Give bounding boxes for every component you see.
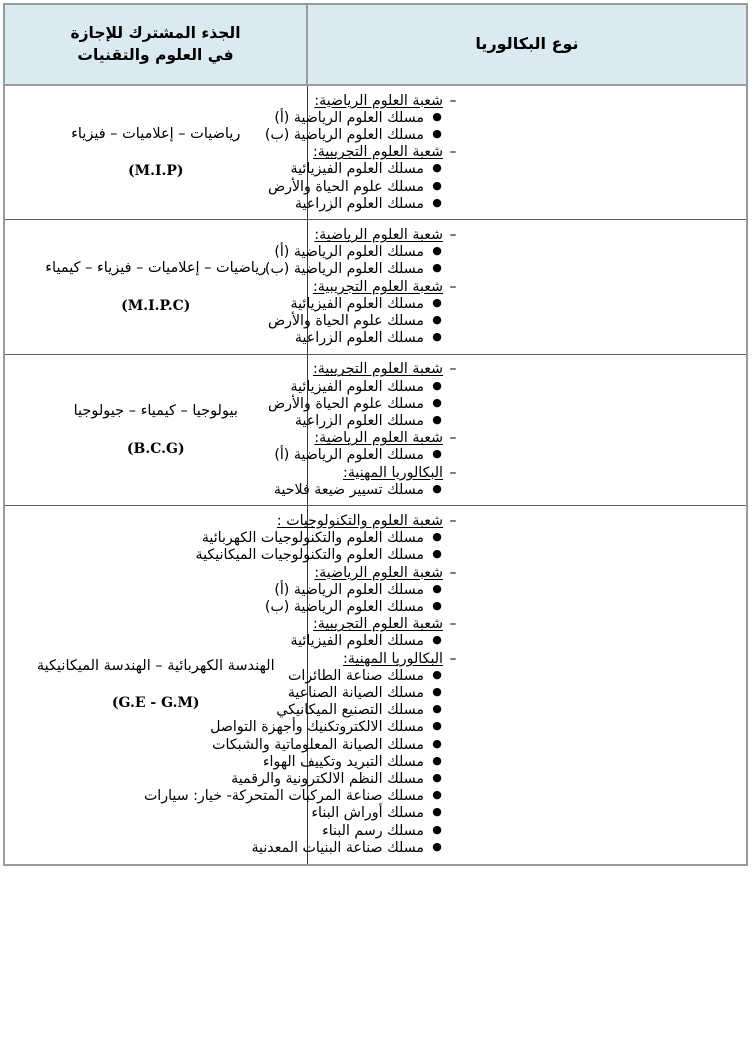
list-item-label: مسلك العلوم الرياضية (أ): [274, 447, 424, 464]
bullet-icon: ●: [432, 719, 442, 733]
list-item-label: مسلك علوم الحياة والأرض: [267, 395, 424, 412]
table-header-row: [4, 4, 747, 85]
bullet-icon: ●: [432, 822, 442, 836]
bac-group-label: شعبة العلوم التجريبية:: [313, 278, 443, 295]
list-item: [308, 805, 445, 822]
list-item-label: مسلك العلوم الفيزيائية: [290, 295, 424, 312]
bac-group-heading: [308, 92, 462, 109]
table-row: [4, 506, 747, 865]
list-item-label: مسلك رسم البناء: [322, 822, 424, 839]
bullet-icon: ●: [432, 788, 442, 802]
list-item-label: مسلك علوم الحياة والأرض: [267, 312, 424, 329]
column-header-tronc-commun: [4, 4, 307, 85]
bullet-icon: ●: [432, 395, 442, 409]
bac-group-heading: [308, 144, 462, 161]
table-body: [4, 85, 747, 865]
cell-tronc-commun: [4, 220, 307, 354]
list-item: [267, 178, 445, 195]
list-item: [264, 598, 445, 615]
bullet-icon: ●: [432, 261, 442, 275]
list-item: [287, 685, 445, 702]
list-item-label: مسلك العلوم الرياضية (أ): [274, 244, 424, 261]
table-row: [4, 85, 747, 220]
bac-group-label: البكالوريا المهنية:: [343, 650, 443, 667]
list-item: [210, 719, 445, 736]
dash-marker-icon: –: [449, 616, 457, 633]
bullet-icon: ●: [432, 109, 442, 123]
dash-marker-icon: –: [449, 92, 457, 109]
tronc-commun-abbreviation: (M.I.P.C): [121, 297, 191, 314]
bac-group: [273, 464, 747, 498]
tronc-commun-block: [5, 649, 307, 721]
list-item: [274, 244, 445, 261]
bac-group-heading: [308, 616, 462, 633]
cell-bac-type: [264, 220, 747, 354]
bac-type-list: [264, 220, 747, 353]
dash-marker-icon: –: [449, 564, 457, 581]
list-item: [231, 771, 445, 788]
dash-marker-icon: –: [449, 361, 457, 378]
list-item: [262, 753, 445, 770]
bullet-icon: ●: [432, 330, 442, 344]
bullet-icon: ●: [432, 771, 442, 785]
list-item-label: مسلك أوراش البناء: [311, 805, 424, 822]
tronc-commun-abbreviation: (B.C.G): [126, 440, 185, 457]
list-item-label: مسلك العلوم الرياضية (أ): [274, 581, 424, 598]
bac-group-label: شعبة العلوم الرياضية:: [314, 92, 443, 109]
list-item: [294, 195, 445, 212]
table-header: [4, 4, 747, 85]
tronc-commun-title: الهندسة الكهربائية – الهندسة الميكانيكية: [36, 657, 275, 674]
bac-group-heading: [308, 430, 462, 447]
dash-marker-icon: –: [449, 430, 457, 447]
bullet-icon: ●: [432, 161, 442, 175]
list-item-label: مسلك العلوم الزراعية: [294, 412, 424, 429]
bullet-icon: ●: [432, 581, 442, 595]
list-item: [264, 126, 445, 143]
bullet-icon: ●: [432, 547, 442, 561]
bac-group-heading: [308, 564, 462, 581]
bac-group-heading: [308, 361, 462, 378]
bullet-icon: ●: [432, 736, 442, 750]
bac-group-heading: [308, 464, 462, 481]
bac-group: [195, 512, 747, 564]
bac-group-label: شعبة العلوم الرياضية:: [314, 564, 443, 581]
bullet-icon: ●: [432, 126, 442, 140]
list-item: [308, 822, 445, 839]
bac-group: [264, 92, 747, 144]
list-item: [294, 330, 445, 347]
bullet-icon: ●: [432, 667, 442, 681]
tronc-header-line-1: الجذء المشترك للإجازة: [70, 24, 241, 43]
list-item: [267, 395, 445, 412]
list-item-label: مسلك العلوم الفيزيائية: [290, 378, 424, 395]
bullet-icon: ●: [432, 805, 442, 819]
bullet-icon: ●: [432, 839, 442, 853]
list-item: [288, 667, 445, 684]
dash-marker-icon: –: [449, 226, 457, 243]
bac-group-label: شعبة العلوم التجريبية:: [313, 361, 443, 378]
list-item-label: مسلك العلوم والتكنولوجيات الكهربائية: [201, 530, 424, 547]
list-item-label: مسلك النظم الالكترونية والرقمية: [231, 771, 424, 788]
baccalaureate-orientation-table: [3, 3, 748, 866]
dash-marker-icon: –: [449, 512, 457, 529]
cell-bac-type: [264, 85, 747, 220]
bac-group-label: شعبة العلوم الرياضية:: [314, 430, 443, 447]
list-item-label: مسلك الصيانة المعلوماتية والشبكات: [212, 736, 424, 753]
list-item-label: مسلك علوم الحياة والأرض: [267, 178, 424, 195]
list-item-label: مسلك العلوم الفيزيائية: [290, 161, 424, 178]
list-item-label: مسلك صناعة المركبات المتحركة- خيار: سيارات: [143, 788, 424, 805]
bullet-icon: ●: [432, 753, 442, 767]
cell-bac-type: [267, 354, 747, 506]
bullet-icon: ●: [432, 412, 442, 426]
bac-group-heading: [276, 512, 462, 529]
column-header-bac-type: نوع البكالوريا: [307, 4, 747, 85]
table-row: [4, 220, 747, 354]
bac-type-list: [267, 355, 747, 506]
dash-marker-icon: –: [449, 464, 457, 481]
list-item-label: مسلك العلوم الزراعية: [294, 195, 424, 212]
list-item: [143, 788, 445, 805]
list-item-label: مسلك العلوم الرياضية (ب): [264, 126, 424, 143]
list-item-label: مسلك تسيير ضيعة فلاحية: [273, 481, 424, 498]
list-item-label: مسلك التصنيع الميكانيكي: [276, 702, 424, 719]
bullet-icon: ●: [432, 295, 442, 309]
bac-group: [274, 430, 747, 464]
bullet-icon: ●: [432, 702, 442, 716]
tronc-commun-block: [5, 251, 307, 323]
bullet-icon: ●: [432, 378, 442, 392]
dash-marker-icon: –: [449, 650, 457, 667]
list-item: [273, 481, 445, 498]
list-item: [274, 581, 445, 598]
list-item-label: مسلك صناعة الطائرات: [288, 667, 424, 684]
list-item-label: مسلك العلوم الرياضية (ب): [264, 261, 424, 278]
bullet-icon: ●: [432, 633, 442, 647]
list-item-label: مسلك العلوم الفيزيائية: [290, 633, 424, 650]
bac-group: [267, 144, 747, 213]
tronc-commun-abbreviation: (M.I.P): [127, 163, 184, 180]
bac-group-heading: [308, 278, 462, 295]
bac-type-list: [264, 86, 747, 219]
list-item: [276, 702, 445, 719]
bullet-icon: ●: [432, 598, 442, 612]
cell-tronc-commun: [4, 85, 307, 220]
bullet-icon: ●: [432, 447, 442, 461]
list-item: [267, 312, 445, 329]
list-item: [212, 736, 445, 753]
list-item-label: مسلك صناعة البنيات المعدنية: [251, 839, 424, 856]
bac-group-label: شعبة العلوم والتكنولوجيات :: [276, 512, 443, 529]
tronc-header-line-2: في العلوم والتقنيات: [77, 45, 234, 64]
list-item: [274, 447, 445, 464]
list-item: [290, 378, 445, 395]
list-item: [290, 161, 445, 178]
list-item-label: مسلك الالكتروتكنيك وأجهزة التواصل: [210, 719, 424, 736]
list-item-label: مسلك التبريد وتكييف الهواء: [262, 753, 424, 770]
bullet-icon: ●: [432, 481, 442, 495]
list-item: [290, 295, 445, 312]
table-row: [4, 354, 747, 506]
bac-group: [290, 616, 747, 650]
bac-group-label: شعبة العلوم الرياضية:: [314, 226, 443, 243]
cell-tronc-commun: [4, 354, 307, 506]
bac-group-label: البكالوريا المهنية:: [343, 464, 443, 481]
bullet-icon: ●: [432, 685, 442, 698]
list-item-label: مسلك العلوم الرياضية (ب): [264, 598, 424, 615]
bullet-icon: ●: [432, 195, 442, 209]
bullet-icon: ●: [432, 178, 442, 192]
list-item: [274, 109, 445, 126]
tronc-commun-block: [5, 394, 307, 466]
list-item: [201, 530, 445, 547]
list-item: [251, 839, 445, 856]
bac-group: [264, 226, 747, 278]
list-item: [294, 412, 445, 429]
list-item: [195, 547, 445, 564]
bullet-icon: ●: [432, 312, 442, 326]
bac-group-heading: [308, 226, 462, 243]
list-item-label: مسلك الصيانة الصناعية: [287, 685, 424, 701]
bac-group-heading: [308, 650, 462, 667]
tronc-commun-block: [5, 117, 307, 189]
tronc-commun-title: رياضيات – إعلاميات – فيزياء: [71, 125, 241, 142]
dash-marker-icon: –: [449, 144, 457, 161]
dash-marker-icon: –: [449, 278, 457, 295]
list-item-label: مسلك العلوم الرياضية (أ): [274, 109, 424, 126]
list-item-label: مسلك العلوم الزراعية: [294, 330, 424, 347]
list-item: [264, 261, 445, 278]
bac-group-label: شعبة العلوم التجريبية:: [313, 616, 443, 633]
bac-group: [267, 278, 747, 347]
list-item: [290, 633, 445, 650]
tronc-commun-abbreviation: (G.E - G.M): [111, 695, 200, 712]
tronc-commun-title: رياضيات – إعلاميات – فيزياء – كيمياء: [45, 260, 267, 277]
bullet-icon: ●: [432, 244, 442, 258]
bac-group-label: شعبة العلوم التجريبية:: [313, 144, 443, 161]
bullet-icon: ●: [432, 530, 442, 544]
bac-group: [267, 361, 747, 430]
tronc-commun-title: بيولوجيا – كيمياء – جيولوجيا: [73, 403, 238, 420]
list-item-label: مسلك العلوم والتكنولوجيات الميكانيكية: [195, 547, 424, 564]
bac-group: [264, 564, 747, 616]
